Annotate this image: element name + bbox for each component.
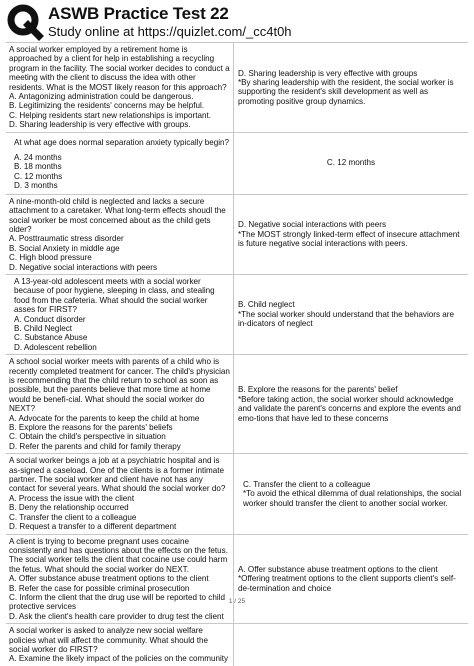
answer-text: C. 12 months (326, 158, 376, 168)
option: C. Obtain the child's perspective in situation (9, 432, 166, 442)
card-row (6, 355, 468, 454)
option: D. Request a transfer to a different department (9, 522, 177, 532)
answer-cell (234, 133, 468, 194)
page-number: 1 / 25 (228, 598, 246, 605)
question-cell (6, 133, 234, 194)
option: B. Social Anxiety in middle age (9, 243, 120, 253)
question-text: A client is trying to become pregnant uses cocaine consistently and has questions about the effects on the fetus. The social worker tells the client that cocaine use could harm the fetus. What should the social worker do NEXT. (9, 536, 231, 574)
explanation-text: *By sharing leadership with the resident, the social worker is supporting the resident's skill development as well as promoting positive group dynamics. (238, 77, 456, 106)
card-row (6, 535, 468, 625)
card-row (6, 43, 468, 133)
option: C. Helping residents start new relationships is important. (9, 110, 211, 120)
answer-text: A. Offer substance abuse treatment options to the client (238, 564, 438, 574)
option: A. Offer substance abuse treatment options to the client (9, 574, 209, 584)
answer-cell (234, 355, 468, 453)
quizlet-logo-icon (6, 3, 42, 39)
answer-text: B. Child neglect (238, 300, 295, 310)
option: D. Negative social interactions with peers (9, 262, 158, 272)
explanation-text: *To avoid the ethical dilemma of dual relationships, the social worker should transfer the client to another social worker. (243, 489, 464, 508)
question-cell (6, 43, 234, 132)
answer-cell (234, 195, 468, 274)
option: B. Explore the reasons for the parents' beliefs (9, 423, 173, 433)
answer-text: D. Sharing leadership is very effective with groups (238, 68, 418, 78)
page-title: ASWB Practice Test 22 (48, 4, 229, 23)
question-text: A nine-month-old child is neglected and lacks a secure attachment to a caretaker. What long-term effects shoudl the social worker be most concerned about as the child gets older? (9, 196, 228, 234)
option: C. Transfer the client to a colleague (9, 512, 137, 522)
option: D. Ask the client's health care provider to drug test the client (9, 611, 224, 621)
question-text: At what age does normal separation anxiety typically begin? (14, 137, 230, 147)
card-row (6, 624, 468, 666)
option: D. 3 months (14, 181, 58, 191)
answer-cell (234, 624, 468, 666)
answer-text: C. Transfer the client to a colleague (243, 479, 371, 489)
option: B. Deny the relationship occurred (9, 503, 129, 513)
option: A. Conduct disorder (14, 314, 86, 324)
card-row (6, 275, 468, 355)
option: C. 12 months (14, 171, 63, 181)
question-cell (6, 454, 234, 533)
question-cell (6, 624, 234, 666)
option: C. High blood pressure (9, 253, 92, 263)
answer-cell (234, 535, 468, 624)
question-cell (6, 535, 234, 624)
explanation-text: *The MOST strongly linked-term effect of insecure attachment is future negative social interactions with peers. (238, 229, 462, 249)
question-text: A school social worker meets with parents of a child who is recently completed treatment for cancer. The child's physician is recommending that the child return to school as soon as possible, but the parents believe that more time at home would be benefi-cial. What should the social worker do NEXT? (9, 357, 233, 414)
card-row (6, 133, 468, 195)
option: B. Refer the case for possible criminal prosecution (9, 583, 190, 593)
option: A. Antagonizing administration could be dangerous. (9, 92, 194, 102)
question-cell (6, 195, 234, 274)
question-text: A social worker employed by a retirement home is approached by a client for help in establishing a recycling program in the facility. The social worker decides to conduct a meeting with the client to discuss the idea with other residents. What is the MOST likely reason for this approach? (9, 45, 232, 92)
question-cell (6, 355, 234, 453)
answer-cell (234, 43, 468, 132)
option: C. Inform the client that the drug use will be reported to child protective services (9, 592, 228, 612)
answer-cell (234, 275, 468, 354)
question-cell (6, 275, 234, 354)
option: B. 18 months (14, 162, 62, 172)
question-text: A social worker beings a job at a psychiatric hospital and is as-signed a caseload. One of the clients is a former intimate partner. The social worker and client have not has any contact for several years. What should the social worker do? (9, 456, 227, 494)
card-row (6, 454, 468, 534)
option: A. 24 months (14, 153, 62, 163)
option: A. Advocate for the parents to keep the child at home (9, 413, 200, 423)
option: D. Adolescent rebellion (14, 342, 97, 352)
card-row (6, 195, 468, 275)
answer-text: B. Explore the reasons for the parents' belief (238, 385, 398, 395)
explanation-text: *Before taking action, the social worker should acknowledge and validate the parent's concerns and explore the events and emo-tions that have led to these concerns (238, 394, 464, 423)
explanation-text: *The social worker should understand that the behaviors are in-dicators of neglect (238, 309, 457, 329)
header (0, 0, 474, 44)
option: B. Legitimizing the residents' concerns may be helpful. (9, 101, 204, 111)
option: A. Posttraumatic stress disorder (9, 234, 124, 244)
option: D. Refer the parents and child for family therapy (9, 441, 181, 451)
option: D. Sharing leadership is very effective with groups. (9, 120, 191, 130)
explanation-text: *Offering treatment options to the client supports client's self-de-termination and choice (238, 574, 456, 593)
option: A. Process the issue with the client (9, 493, 135, 503)
answer-cell (234, 454, 468, 533)
option: B. Child Neglect (14, 323, 73, 333)
question-text: A social worker is asked to analyze new social welfare policies what will affect the community. What should the social worker do FIRST? (9, 626, 211, 654)
question-text: A 13-year-old adolescent meets with a social worker because of poor hygiene, sleeping in class, and stealing food from the cafeteria. What should the social worker asses for FIRST? (14, 276, 217, 315)
option: A. Examine the likely impact of the policies on the community (9, 654, 229, 664)
option: C. Substance Abuse (14, 333, 88, 343)
study-online-link[interactable]: Study online at https://quizlet.com/_cc4t0h (48, 24, 292, 39)
answer-text: D. Negative social interactions with peers (238, 220, 387, 230)
